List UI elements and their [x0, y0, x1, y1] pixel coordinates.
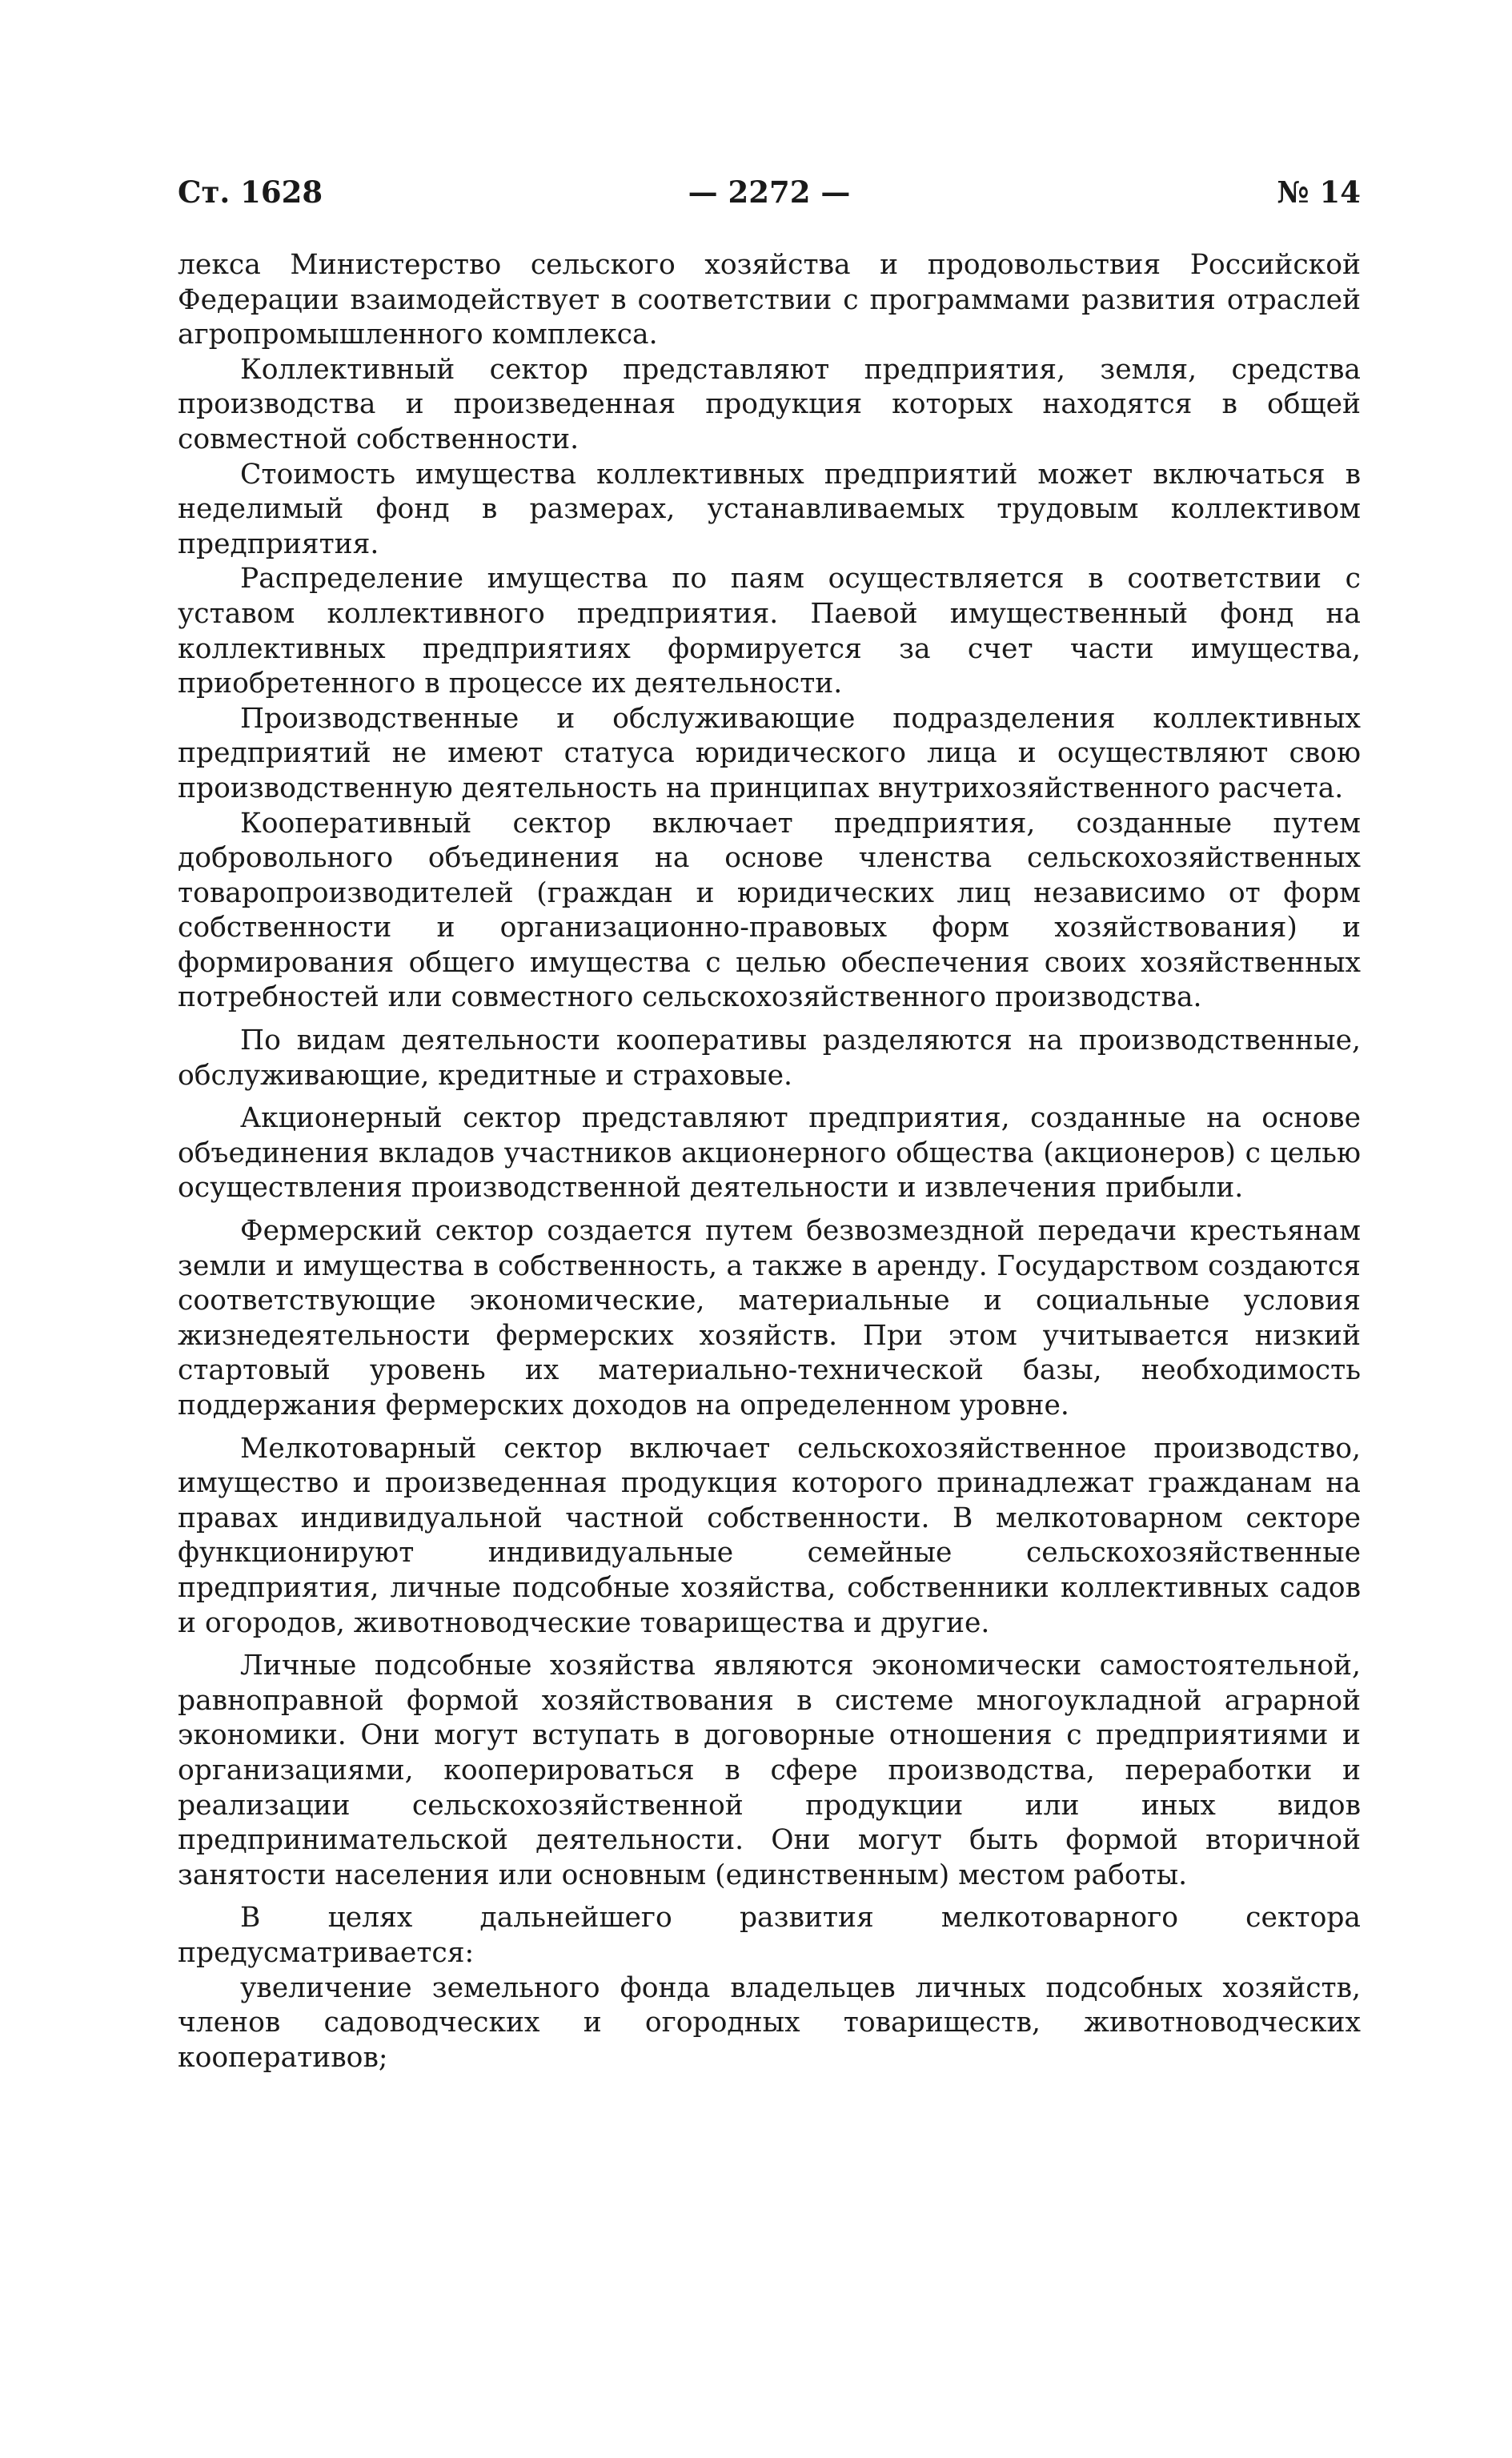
paragraph: Личные подсобные хозяйства являются экономически самостоятельной, равноправной формой хозяйствования в системе многоукладной аграрной экономики. Они могут вступать в договорные отношения с предприятиями и организациями, кооперироваться в сфере производства, переработки и реализации сельскохозяйственной продукции или иных видов предпринимательской деятельности. Они могут быть формой вторичной занятости населения или основным (единственным) местом работы. — [178, 1650, 1361, 1891]
paragraph: Мелкотоварный сектор включает сельскохозяйственное производство, имущество и произведенная продукция которого принадлежат гражданам на правах индивидуальной частной собственности. В мелкотоварном секторе функционируют индивидуальные семейные сельскохозяйственные предприятия, личные подсобные хозяйства, собственники коллективных садов и огородов, животноводческие товарищества и другие. — [178, 1432, 1361, 1639]
paragraph: В целях дальнейшего развития мелкотоварного сектора предусматривается: — [178, 1902, 1361, 1969]
document-body — [178, 248, 1361, 2075]
paragraph: Стоимость имущества коллективных предприятий может включаться в неделимый фонд в размерах, устанавливаемых трудовым коллективом предприятия. — [178, 458, 1361, 560]
page-header — [178, 174, 1361, 215]
article-number: Ст. 1628 — [178, 174, 323, 210]
paragraph: лекса Министерство сельского хозяйства и продовольствия Российской Федерации взаимодействует в соответствии с программами развития отраслей агропромышленного комплекса. — [178, 249, 1361, 351]
issue-number: № 14 — [1277, 174, 1361, 210]
paragraph: По видам деятельности кооперативы разделяются на производственные, обслуживающие, кредитные и страховые. — [178, 1025, 1361, 1092]
paragraph: Распределение имущества по паям осуществляется в соответствии с уставом коллективного предприятия. Паевой имущественный фонд на коллективных предприятиях формируется за счет части имущества, приобретенного в процессе их деятельности. — [178, 563, 1361, 700]
paragraph: Коллективный сектор представляют предприятия, земля, средства производства и произведенная продукция которых находятся в общей совместной собственности. — [178, 353, 1361, 455]
page-number: — 2272 — — [688, 174, 851, 210]
paragraph: Производственные и обслуживающие подразделения коллективных предприятий не имеют статуса юридического лица и осуществляют свою производственную деятельность на принципах внутрихозяйственного расчета. — [178, 702, 1361, 804]
paragraph: Фермерский сектор создается путем безвозмездной передачи крестьянам земли и имущества в собственность, а также в аренду. Государством создаются соответствующие экономические, материальные и социальные условия жизнедеятельности фермерских хозяйств. При этом учитывается низкий стартовый уровень их материально-технической базы, необходимость поддержания фермерских доходов на определенном уровне. — [178, 1215, 1361, 1421]
paragraph: Кооперативный сектор включает предприятия, созданные путем добровольного объединения на основе членства сельскохозяйственных товаропроизводителей (граждан и юридических лиц независимо от форм собственности и организационно-правовых форм хозяйствования) и формирования общего имущества с целью обеспечения своих хозяйственных потребностей или совместного сельскохозяйственного производства. — [178, 807, 1361, 1014]
paragraph: увеличение земельного фонда владельцев личных подсобных хозяйств, членов садоводческих и огородных товариществ, животноводческих кооперативов; — [178, 1971, 1361, 2074]
paragraph: Акционерный сектор представляют предприятия, созданные на основе объединения вкладов участников акционерного общества (акционеров) с целью осуществления производственной деятельности и извлечения прибыли. — [178, 1102, 1361, 1205]
